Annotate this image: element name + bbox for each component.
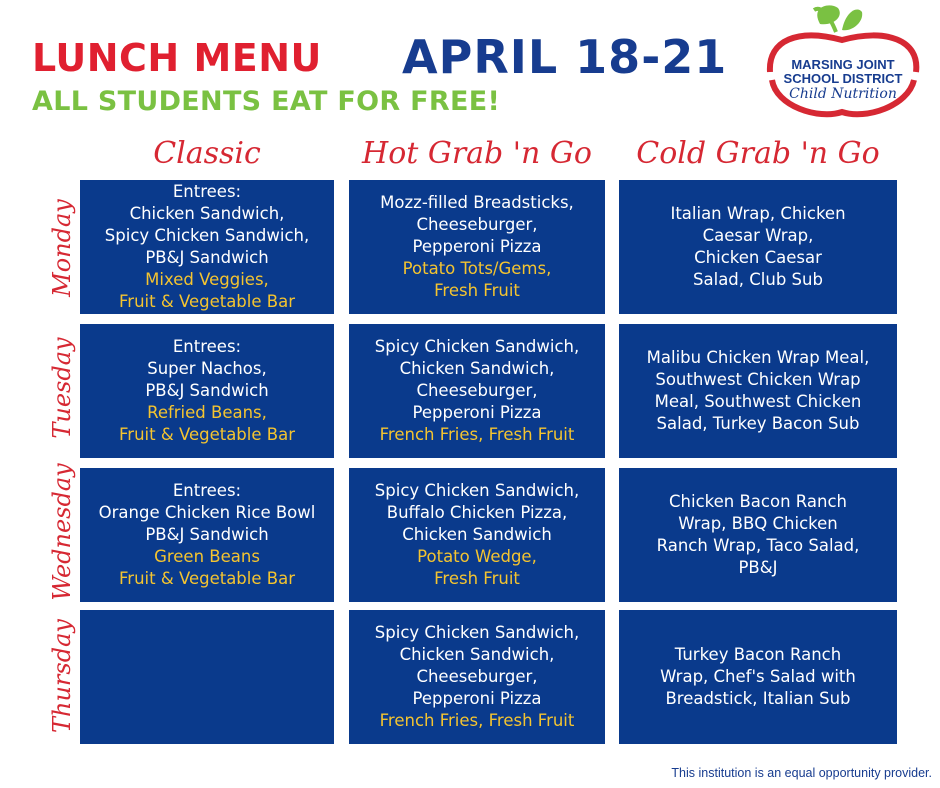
cell-side: Fruit & Vegetable Bar [119, 569, 295, 588]
cell-side: Mixed Veggies, [145, 270, 269, 289]
cell-line: PB&J Sandwich [145, 248, 269, 267]
menu-cell-tuesday-hot [349, 324, 605, 458]
column-header-hot: Hot Grab 'n Go [362, 136, 592, 171]
menu-cell-tuesday-cold [619, 324, 897, 458]
logo-line-2: SCHOOL DISTRICT [783, 71, 903, 86]
cell-line: Chicken Sandwich [402, 525, 552, 544]
cell-line: Pepperoni Pizza [412, 689, 542, 708]
logo-line-1: MARSING JOINT [791, 57, 895, 72]
cell-line: Wrap, Chef's Salad with [660, 667, 856, 686]
menu-cell-wednesday-classic [80, 468, 334, 602]
cell-line: Cheeseburger, [416, 215, 538, 234]
cell-line: Chicken Sandwich, [399, 359, 555, 378]
cell-side: French Fries, Fresh Fruit [379, 711, 575, 730]
cell-line: Mozz-filled Breadsticks, [380, 193, 574, 212]
cell-line: Caesar Wrap, [702, 226, 814, 245]
cell-line: Cheeseburger, [416, 381, 538, 400]
day-label-wednesday: Wednesday [48, 463, 76, 601]
cell-line: Orange Chicken Rice Bowl [98, 503, 316, 522]
cell-side: Fresh Fruit [434, 569, 520, 588]
cell-side: Fresh Fruit [434, 281, 520, 300]
cell-line: Turkey Bacon Ranch [674, 645, 842, 664]
cell-line: Italian Wrap, Chicken [670, 204, 846, 223]
cell-line: Cheeseburger, [416, 667, 538, 686]
cell-line: Chicken Caesar [694, 248, 822, 267]
cell-line: Wrap, BBQ Chicken [678, 514, 838, 533]
day-label-thursday: Thursday [48, 619, 76, 733]
cell-line: Spicy Chicken Sandwich, [374, 481, 580, 500]
cell-side: Refried Beans, [147, 403, 267, 422]
cell-side: Fruit & Vegetable Bar [119, 425, 295, 444]
menu-cell-monday-hot [349, 180, 605, 314]
cell-side: Green Beans [154, 547, 260, 566]
menu-cell-wednesday-cold [619, 468, 897, 602]
logo-script: Child Nutrition [789, 86, 897, 102]
cell-line: Salad, Club Sub [693, 270, 823, 289]
menu-cell-wednesday-hot [349, 468, 605, 602]
cell-line: Pepperoni Pizza [412, 403, 542, 422]
cell-line: Entrees: [172, 481, 242, 500]
column-header-cold: Cold Grab 'n Go [636, 136, 880, 171]
menu-cell-monday-cold [619, 180, 897, 314]
cell-side: Fruit & Vegetable Bar [119, 292, 295, 311]
menu-dates: APRIL 18-21 [402, 30, 728, 84]
menu-cell-thursday-classic [80, 610, 334, 744]
cell-line: Buffalo Chicken Pizza, [386, 503, 568, 522]
cell-line: Salad, Turkey Bacon Sub [656, 414, 860, 433]
cell-line: Chicken Bacon Ranch [669, 492, 847, 511]
cell-line: PB&J [738, 558, 778, 577]
column-header-classic: Classic [153, 136, 261, 171]
cell-side: French Fries, Fresh Fruit [379, 425, 575, 444]
cell-line: Chicken Sandwich, [129, 204, 285, 223]
cell-line: Ranch Wrap, Taco Salad, [656, 536, 860, 555]
cell-line: Spicy Chicken Sandwich, [374, 623, 580, 642]
cell-line: Pepperoni Pizza [412, 237, 542, 256]
menu-cell-tuesday-classic [80, 324, 334, 458]
equal-opportunity-notice: This institution is an equal opportunity provider. [671, 766, 932, 780]
free-meals-subtitle: ALL STUDENTS EAT FOR FREE! [32, 86, 501, 117]
cell-line: Malibu Chicken Wrap Meal, [646, 348, 870, 367]
cell-line: Spicy Chicken Sandwich, [104, 226, 310, 245]
cell-line: Meal, Southwest Chicken [654, 392, 862, 411]
cell-side: Potato Tots/Gems, [402, 259, 552, 278]
day-label-monday: Monday [48, 199, 76, 297]
cell-line: Chicken Sandwich, [399, 645, 555, 664]
menu-title: LUNCH MENU [32, 36, 322, 80]
cell-side: Potato Wedge, [417, 547, 537, 566]
district-logo [758, 2, 928, 122]
cell-line: Entrees: [172, 337, 242, 356]
cell-line: Spicy Chicken Sandwich, [374, 337, 580, 356]
menu-cell-thursday-cold [619, 610, 897, 744]
cell-line: PB&J Sandwich [145, 525, 269, 544]
cell-line: Entrees: [172, 182, 242, 201]
cell-line: Southwest Chicken Wrap [655, 370, 861, 389]
menu-cell-monday-classic [80, 180, 334, 314]
cell-line: Breadstick, Italian Sub [665, 689, 851, 708]
cell-line: Super Nachos, [147, 359, 267, 378]
day-label-tuesday: Tuesday [48, 337, 76, 439]
cell-line: PB&J Sandwich [145, 381, 269, 400]
menu-cell-thursday-hot [349, 610, 605, 744]
